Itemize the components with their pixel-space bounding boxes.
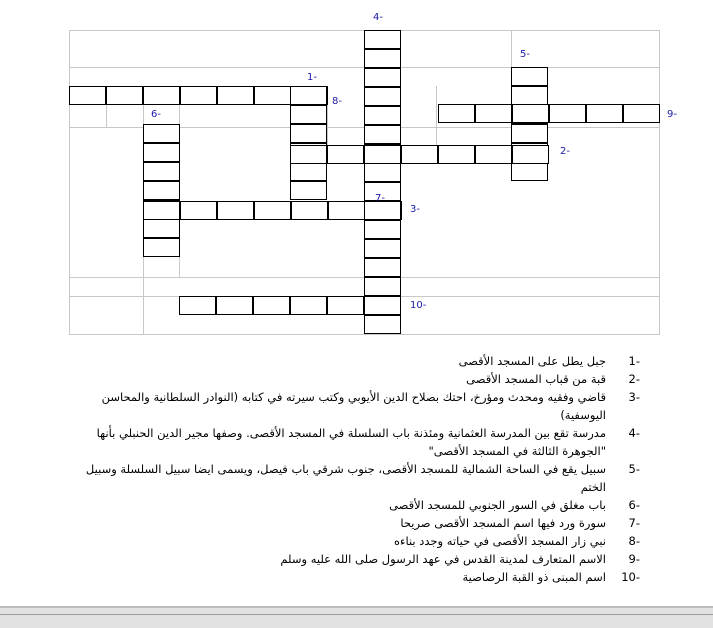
clue-text: قاضي وفقيه ومحدث ومؤرخ، احتك بصلاح الدين الأيوبي وكتب سيرته في كتابه (النوادر السلطانية والمحاسن اليوسفية) [101,390,606,422]
crossword-cell[interactable] [291,201,328,220]
crossword-cell[interactable] [106,86,143,105]
clue-number-label: 7- [375,193,385,204]
crossword-cell[interactable] [512,104,549,123]
clue-number-label: 10- [410,300,427,311]
crossword-cell[interactable] [364,106,401,125]
clue-text: قبة من قباب المسجد الأقصى [466,372,606,386]
clue-number: 5- [628,462,640,476]
clue-list [80,352,640,586]
crossword-cell[interactable] [364,145,401,164]
crossword-cell[interactable] [290,86,327,105]
clue-text: نبي زار المسجد الأقصى في حياته وجدد بناءه [394,534,606,548]
crossword-cell[interactable] [290,181,327,200]
crossword-cell[interactable] [364,296,401,315]
grid-guide-line [69,334,660,335]
crossword-cell[interactable] [586,104,623,123]
crossword-cell[interactable] [290,124,327,143]
crossword-cell[interactable] [254,86,291,105]
clue-number: 6- [628,498,640,512]
clue-number: 1- [628,354,640,368]
clue-number-label: 8- [332,96,342,107]
crossword-cell[interactable] [180,201,217,220]
crossword-cell[interactable] [364,87,401,106]
clue-item [80,388,640,424]
crossword-cell[interactable] [364,49,401,68]
crossword-cell[interactable] [511,67,548,86]
clue-item [80,460,640,496]
crossword-cell[interactable] [253,296,290,315]
clue-text: سبيل يقع في الساحة الشمالية للمسجد الأقصى، جنوب شرقي باب فيصل، ويسمى ايضا سبيل السلسلة وسبيل الختم [85,462,606,494]
clue-text: اسم المبنى ذو القبة الرصاصية [462,570,606,584]
crossword-cell[interactable] [364,68,401,87]
crossword-cell[interactable] [511,124,548,143]
crossword-cell[interactable] [364,315,401,334]
crossword-cell[interactable] [511,86,548,105]
crossword-cell[interactable] [216,296,253,315]
clue-item [80,370,640,388]
grid-guide-line [659,30,660,335]
crossword-cell[interactable] [511,162,548,181]
clue-number-label: 1- [307,72,317,83]
crossword-cell[interactable] [328,201,365,220]
crossword-cell[interactable] [364,239,401,258]
crossword-cell[interactable] [549,104,586,123]
crossword-cell[interactable] [364,220,401,239]
clue-number-label: 6- [151,109,161,120]
grid-guide-line [436,86,437,146]
grid-guide-line [69,30,70,335]
clue-number: 4- [628,426,640,440]
clue-text: جبل يطل على المسجد الأقصى [458,354,606,368]
crossword-cell[interactable] [180,86,217,105]
clue-number-label: 5- [520,49,530,60]
clue-item [80,550,640,568]
crossword-cell[interactable] [290,296,327,315]
crossword-cell[interactable] [290,105,327,124]
crossword-cell[interactable] [327,145,364,164]
crossword-cell[interactable] [143,143,180,162]
clue-number-label: 3- [410,204,420,215]
crossword-cell[interactable] [143,124,180,143]
crossword-cell[interactable] [364,258,401,277]
crossword-cell[interactable] [217,86,254,105]
grid-guide-line [511,30,512,68]
crossword-cell[interactable] [290,162,327,181]
crossword-cell[interactable] [143,162,180,181]
crossword-cell[interactable] [364,30,401,49]
clue-number: 8- [628,534,640,548]
crossword-cell[interactable] [217,201,254,220]
crossword-cell[interactable] [512,145,549,164]
crossword-cell[interactable] [179,296,216,315]
clue-number: 3- [628,390,640,404]
crossword-cell[interactable] [475,145,512,164]
clue-item [80,352,640,370]
crossword-cell[interactable] [401,145,438,164]
clue-item [80,568,640,586]
crossword-cell[interactable] [143,181,180,200]
bottom-scrollbar[interactable] [0,606,713,628]
crossword-cell[interactable] [143,219,180,238]
crossword-cell[interactable] [254,201,291,220]
clue-text: مدرسة تقع بين المدرسة العثمانية ومئذنة باب السلسلة في المسجد الأقصى. وصفها مجير الدين الحنبلي بأنها "الجوهرة الثالثة في المسجد الأقصى" [96,426,606,458]
clue-text: باب مغلق في السور الجنوبي للمسجد الأقصى [389,498,606,512]
clue-number: 10- [621,570,640,584]
crossword-cell[interactable] [290,145,327,164]
crossword-cell[interactable] [143,86,180,105]
clue-number-label: 9- [667,109,677,120]
crossword-cell[interactable] [143,201,180,220]
clue-item [80,532,640,550]
clue-number: 7- [628,516,640,530]
clue-number: 2- [628,372,640,386]
clue-number: 9- [628,552,640,566]
crossword-cell[interactable] [143,238,180,257]
clue-number-label: 2- [560,146,570,157]
crossword-cell[interactable] [364,163,401,182]
clue-item [80,496,640,514]
crossword-cell[interactable] [364,125,401,144]
clue-text: سورة ورد فيها اسم المسجد الأقصى صريحا [400,516,606,530]
crossword-cell[interactable] [327,296,364,315]
crossword-cell[interactable] [69,86,106,105]
scrollbar-track [0,614,713,615]
clue-item [80,424,640,460]
crossword-cell[interactable] [438,145,475,164]
crossword-cell[interactable] [364,277,401,296]
clue-text: الاسم المتعارف لمدينة القدس في عهد الرسول صلى الله عليه وسلم [280,552,606,566]
crossword-cell[interactable] [475,104,512,123]
crossword-cell[interactable] [623,104,660,123]
clue-number-label: 4- [373,12,383,23]
clue-item [80,514,640,532]
crossword-cell[interactable] [438,104,475,123]
